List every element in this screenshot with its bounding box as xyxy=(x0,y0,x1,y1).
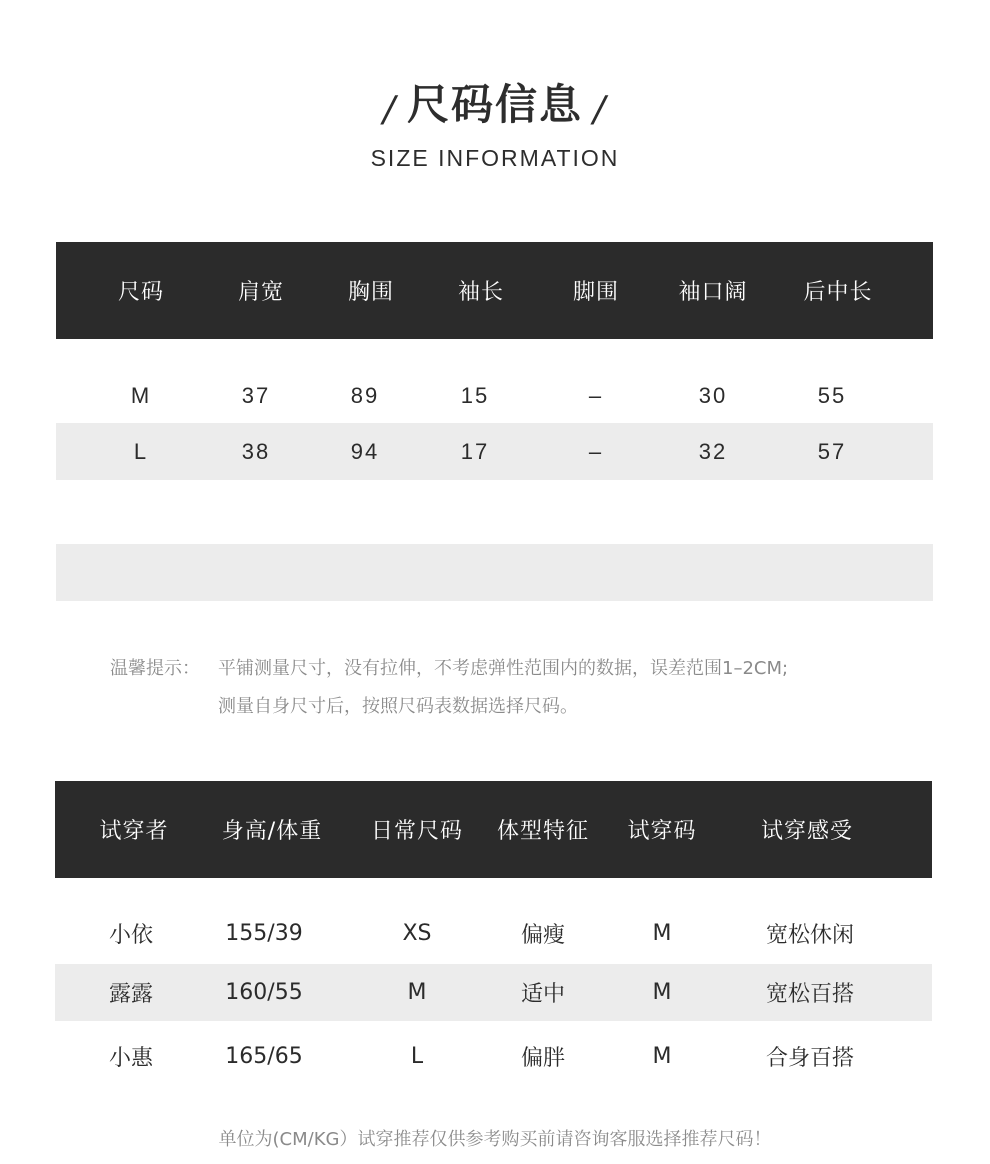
size-header-cell: 肩宽 xyxy=(237,280,285,305)
size-cell: – xyxy=(588,438,604,464)
try-cell: XS xyxy=(402,921,432,946)
size-cell: 15 xyxy=(460,382,490,408)
tip-line-2: 测量自身尺寸后，按照尺码表数据选择尺码。 xyxy=(218,696,578,717)
try-cell: 合身百搭 xyxy=(765,1046,855,1071)
size-cell: 89 xyxy=(350,382,380,408)
tip-label: 温馨提示： xyxy=(110,658,200,679)
try-cell: M xyxy=(652,921,672,946)
try-on-table-row xyxy=(55,905,932,962)
size-cell: 32 xyxy=(698,438,728,464)
try-header-cell: 试穿者 xyxy=(99,819,169,844)
size-table-header xyxy=(56,242,933,339)
footer-note: 单位为(CM/KG）试穿推荐仅供参考购买前请咨询客服选择推荐尺码！ xyxy=(218,1129,772,1150)
try-cell: M xyxy=(652,980,672,1005)
try-cell: 160/55 xyxy=(225,980,303,1005)
page-title xyxy=(0,72,990,132)
try-cell: 偏胖 xyxy=(520,1046,566,1071)
size-header-cell: 袖长 xyxy=(457,280,505,305)
size-cell: – xyxy=(588,382,604,408)
size-cell: 37 xyxy=(241,382,271,408)
try-cell: 165/65 xyxy=(225,1044,303,1069)
size-header-cell: 胸围 xyxy=(347,280,395,305)
size-header-cell: 脚围 xyxy=(572,280,620,305)
size-cell: 17 xyxy=(460,438,490,464)
try-cell: 小依 xyxy=(108,923,154,948)
size-cell: M xyxy=(130,382,152,408)
title-slash-right: / xyxy=(593,89,608,130)
size-header-cell: 尺码 xyxy=(117,280,165,305)
try-on-table-row xyxy=(55,964,932,1021)
size-table-row xyxy=(56,423,933,480)
try-cell: 小惠 xyxy=(108,1046,154,1071)
size-cell: 57 xyxy=(817,438,847,464)
size-table-row xyxy=(56,367,933,424)
try-cell: 偏瘦 xyxy=(520,923,566,948)
size-cell: 38 xyxy=(241,438,271,464)
try-cell: L xyxy=(410,1044,424,1069)
try-cell: M xyxy=(652,1044,672,1069)
title-slash-left: / xyxy=(382,89,397,130)
size-cell: 94 xyxy=(350,438,380,464)
try-on-table-row xyxy=(55,1028,932,1085)
size-cell: L xyxy=(133,438,149,464)
try-cell: M xyxy=(407,980,427,1005)
title-text: 尺码信息 xyxy=(406,80,583,129)
tip-line-1: 平铺测量尺寸，没有拉伸，不考虑弹性范围内的数据，误差范围1–2CM; xyxy=(218,658,789,679)
size-header-cell: 后中长 xyxy=(803,280,873,305)
measurement-tip xyxy=(110,650,788,726)
try-header-cell: 试穿码 xyxy=(627,819,697,844)
size-header-cell: 袖口阔 xyxy=(678,280,748,305)
try-header-cell: 试穿感受 xyxy=(760,819,854,844)
empty-table-band xyxy=(56,544,933,601)
try-header-cell: 体型特征 xyxy=(496,819,590,844)
try-cell: 宽松百搭 xyxy=(765,982,855,1007)
try-header-cell: 身高/体重 xyxy=(221,819,323,844)
try-cell: 适中 xyxy=(520,982,566,1007)
try-cell: 155/39 xyxy=(225,921,303,946)
try-cell: 露露 xyxy=(108,982,154,1007)
try-cell: 宽松休闲 xyxy=(765,923,855,948)
size-cell: 55 xyxy=(817,382,847,408)
try-on-table-header xyxy=(55,781,932,878)
page-subtitle: SIZE INFORMATION xyxy=(370,145,620,171)
try-header-cell: 日常尺码 xyxy=(370,819,464,844)
size-cell: 30 xyxy=(698,382,728,408)
